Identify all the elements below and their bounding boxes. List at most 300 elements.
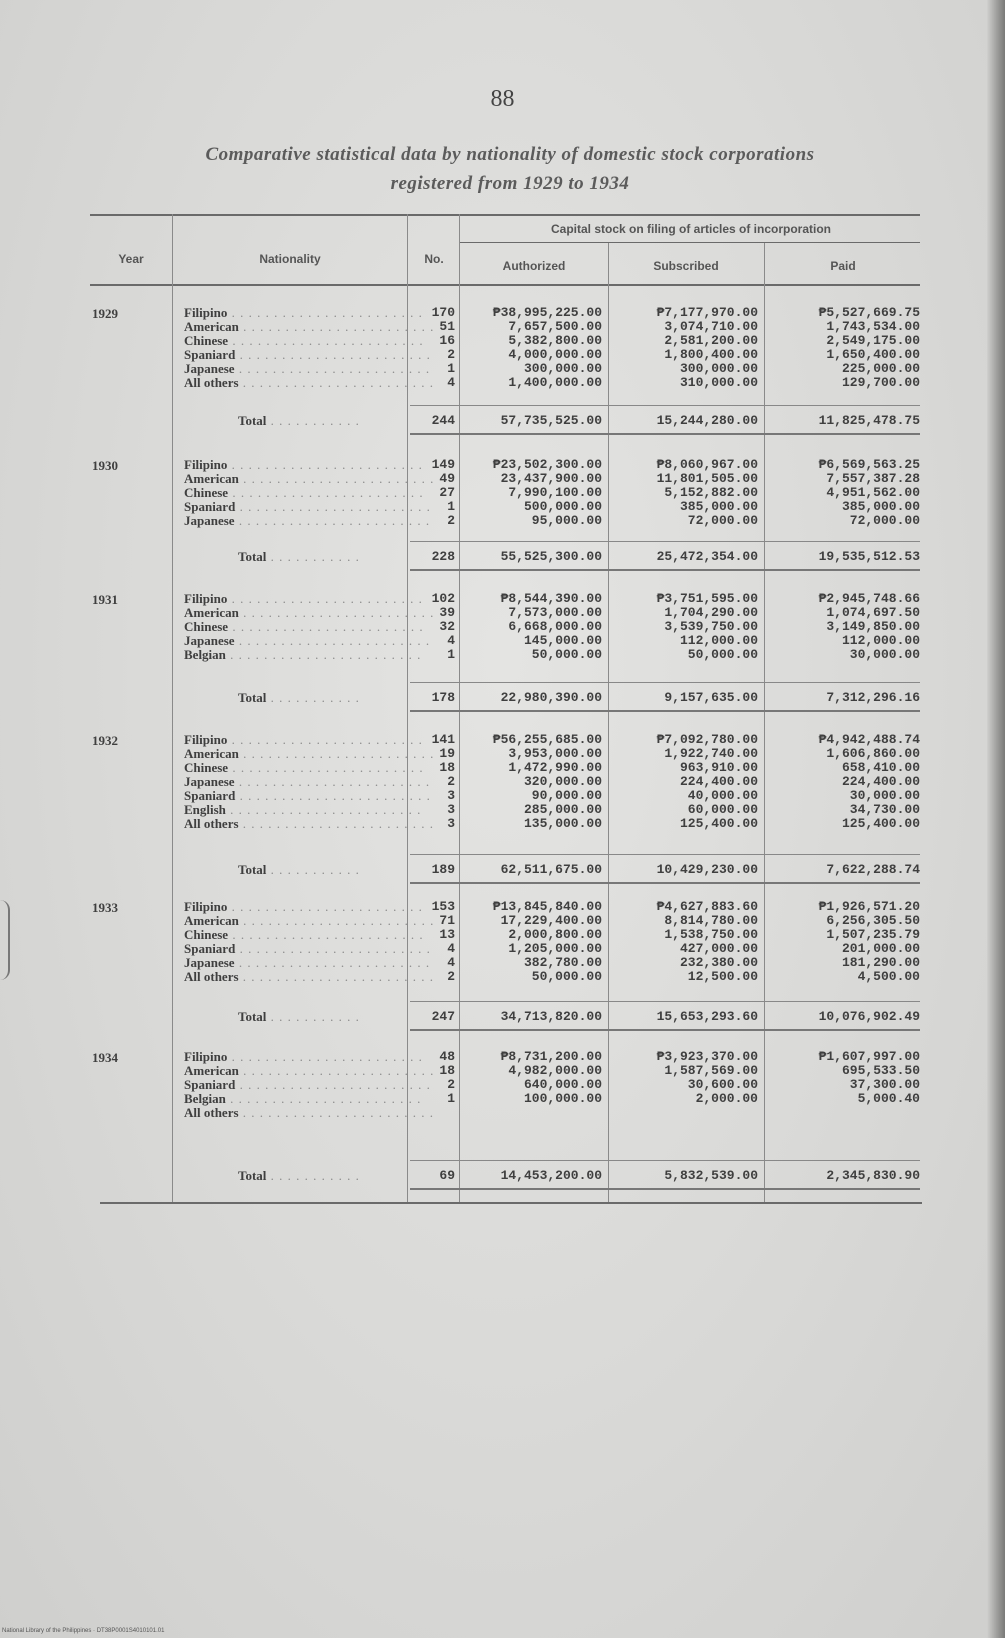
nationality-name: All others	[184, 375, 239, 390]
paid-cell: 125,400.00	[841, 816, 920, 831]
authorized-cell: ₱8,544,390.00	[500, 591, 602, 606]
subscribed-cell: ₱7,177,970.00	[656, 305, 758, 320]
total-text: Total	[238, 862, 267, 877]
leader-dots: . . . . . . . . . . . . . . . . . . . . . . .	[235, 499, 431, 514]
total-text: Total	[238, 549, 267, 564]
nationality-name: American	[184, 913, 239, 928]
subscribed-cell: 30,600.00	[687, 1077, 758, 1092]
total-label	[238, 690, 360, 706]
subscribed-cell: ₱4,627,883.60	[656, 899, 758, 914]
total-subscribed: 9,157,635.00	[664, 690, 758, 705]
subscribed-cell: 12,500.00	[687, 969, 758, 984]
count-cell	[410, 1106, 455, 1120]
authorized-cell: 2,000,800.00	[508, 927, 602, 942]
nationality-name: Chinese	[184, 485, 229, 500]
leader-dots: . . . . . . . . . . . . . . . . . . . . . . .	[227, 732, 423, 747]
count-cell: 141	[431, 732, 455, 747]
nationality-name: Chinese	[184, 760, 229, 775]
authorized-cell: 382,780.00	[523, 955, 602, 970]
leader-dots: . . . . . . . . . . . . . . . . . . . . . . .	[228, 927, 424, 942]
leader-dots: . . . . . . . . . . . . . . . . . . . . . . .	[234, 633, 431, 648]
authorized-cell: 4,982,000.00	[508, 1063, 602, 1078]
authorized-cell: 320,000.00	[523, 774, 602, 789]
paid-cell: ₱5,527,669.75	[818, 305, 920, 320]
authorized-cell: ₱13,845,840.00	[492, 899, 602, 914]
leader-dots: . . . . . . . . . . .	[266, 1009, 360, 1024]
authorized-cell	[460, 1106, 602, 1120]
title-line-2: registered from 1929 to 1934	[390, 173, 630, 194]
block-end-rule	[410, 882, 920, 884]
count-cell: 16	[439, 333, 455, 348]
authorized-cell: 285,000.00	[523, 802, 602, 817]
total-paid: 7,622,288.74	[826, 862, 920, 877]
year-label: 1933	[92, 900, 118, 915]
nationality-name: Filipino	[184, 1049, 228, 1064]
authorized-cell: 4,000,000.00	[508, 347, 602, 362]
leader-dots: . . . . . . . . . . . . . . . . . . . . . . .	[228, 760, 424, 775]
paid-column	[768, 458, 920, 528]
leader-dots: . . . . . . . . . . .	[266, 1168, 360, 1183]
nationality-name: Filipino	[184, 591, 228, 606]
count-cell: 2	[447, 513, 455, 528]
block-end-rule	[410, 710, 920, 712]
total-paid: 19,535,512.53	[818, 549, 920, 564]
total-subscribed: 25,472,354.00	[656, 549, 758, 564]
total-authorized: 57,735,525.00	[500, 413, 602, 428]
total-text: Total	[238, 413, 267, 428]
subscribed-cell: 60,000.00	[687, 802, 758, 817]
binding-mark	[0, 900, 10, 980]
count-cell: 48	[439, 1049, 455, 1064]
authorized-column	[460, 1050, 602, 1120]
count-cell: 2	[447, 969, 455, 984]
leader-dots: . . . . . . . . . . . . . . . . . . . . . . .	[227, 1049, 423, 1064]
year-label: 1932	[92, 733, 118, 748]
subscribed-cell: 3,074,710.00	[664, 319, 758, 334]
nationality-cell	[184, 333, 424, 348]
nationality-name: Filipino	[184, 899, 228, 914]
nationality-name: American	[184, 605, 239, 620]
subscribed-cell: 385,000.00	[679, 499, 758, 514]
authorized-cell: 95,000.00	[531, 513, 602, 528]
paid-cell: 4,951,562.00	[826, 485, 920, 500]
count-cell: 13	[439, 927, 455, 942]
authorized-cell: ₱8,731,200.00	[500, 1049, 602, 1064]
authorized-cell: 17,229,400.00	[500, 913, 602, 928]
subscribed-cell: 5,152,882.00	[664, 485, 758, 500]
paid-cell: ₱1,607,997.00	[818, 1049, 920, 1064]
total-text: Total	[238, 1009, 267, 1024]
count-cell: 49	[439, 471, 455, 486]
count-cell: 1	[447, 647, 455, 662]
count-cell: 153	[431, 899, 455, 914]
count-column	[410, 900, 455, 984]
total-count: 244	[431, 413, 455, 428]
subtotal-rule	[410, 405, 920, 406]
nationality-name: Japanese	[184, 361, 235, 376]
authorized-cell: ₱23,502,300.00	[492, 457, 602, 472]
subscribed-cell: 40,000.00	[687, 788, 758, 803]
nationality-name: Belgian	[184, 647, 226, 662]
total-subscribed: 15,653,293.60	[656, 1009, 758, 1024]
nationality-cell	[184, 1063, 435, 1078]
count-cell: 4	[447, 633, 455, 648]
paid-column	[768, 733, 920, 831]
block-end-rule	[410, 1029, 920, 1031]
leader-dots: . . . . . . . . . . . . . . . . . . . . . . .	[228, 619, 424, 634]
page-edge-shadow	[987, 0, 1005, 1638]
subscribed-cell: ₱7,092,780.00	[656, 732, 758, 747]
count-cell: 1	[447, 361, 455, 376]
total-paid: 7,312,296.16	[826, 690, 920, 705]
total-subscribed: 10,429,230.00	[656, 862, 758, 877]
nationality-cell	[184, 457, 423, 472]
count-cell: 32	[439, 619, 455, 634]
subscribed-cell: 1,538,750.00	[664, 927, 758, 942]
total-count: 69	[439, 1168, 455, 1183]
paid-cell: 695,533.50	[841, 1063, 920, 1078]
total-count: 247	[431, 1009, 455, 1024]
authorized-cell: 1,205,000.00	[508, 941, 602, 956]
subtotal-rule	[410, 682, 920, 683]
nationality-cell	[184, 732, 423, 747]
paid-cell: 201,000.00	[841, 941, 920, 956]
total-count: 189	[431, 862, 455, 877]
leader-dots: . . . . . . . . . . . . . . . . . . . . . . .	[228, 485, 424, 500]
authorized-cell: 5,382,800.00	[508, 333, 602, 348]
leader-dots: . . . . . . . . . . . . . . . . . . . . . . .	[235, 788, 431, 803]
count-cell: 4	[447, 375, 455, 390]
nationality-cell	[184, 955, 431, 970]
subtotal-rule	[410, 854, 920, 855]
paid-cell: ₱6,569,563.25	[818, 457, 920, 472]
authorized-cell: 6,668,000.00	[508, 619, 602, 634]
nationality-cell	[184, 319, 435, 334]
authorized-cell: 3,953,000.00	[508, 746, 602, 761]
nationality-cell	[184, 802, 422, 817]
nationality-cell	[184, 499, 431, 514]
nationality-name: Belgian	[184, 1091, 226, 1106]
authorized-cell: 500,000.00	[523, 499, 602, 514]
count-column	[410, 592, 455, 662]
nationality-cell	[184, 633, 431, 648]
subscribed-cell: 300,000.00	[679, 361, 758, 376]
total-label	[238, 549, 360, 565]
leader-dots: . . . . . . . . . . . . . . . . . . . . . . .	[238, 969, 435, 984]
nationality-name: Filipino	[184, 457, 228, 472]
nationality-name: Filipino	[184, 732, 228, 747]
title-line-1: Comparative statistical data by nationality of domestic stock corporations	[205, 144, 815, 165]
block-end-rule	[410, 433, 920, 435]
subtotal-rule	[410, 541, 920, 542]
total-authorized: 62,511,675.00	[500, 862, 602, 877]
count-column	[410, 1050, 455, 1120]
count-cell: 39	[439, 605, 455, 620]
authorized-cell: 23,437,900.00	[500, 471, 602, 486]
count-cell: 102	[431, 591, 455, 606]
leader-dots: . . . . . . . . . . . . . . . . . . . . . . .	[225, 647, 422, 662]
count-column	[410, 458, 455, 528]
paid-cell: 2,549,175.00	[826, 333, 920, 348]
leader-dots: . . . . . . . . . . .	[266, 549, 360, 564]
total-subscribed: 5,832,539.00	[664, 1168, 758, 1183]
leader-dots: . . . . . . . . . . . . . . . . . . . . . . .	[227, 899, 423, 914]
page-title	[80, 140, 940, 198]
header-subscribed: Subscribed	[653, 259, 719, 273]
total-text: Total	[238, 690, 267, 705]
nationality-name: Chinese	[184, 619, 229, 634]
subscribed-cell	[610, 1106, 758, 1120]
paid-column	[768, 306, 920, 390]
subscribed-cell: 963,910.00	[679, 760, 758, 775]
nationality-cell	[184, 1105, 435, 1120]
paid-cell	[768, 1106, 920, 1120]
nationality-name: Chinese	[184, 927, 229, 942]
subscribed-cell: 125,400.00	[679, 816, 758, 831]
paid-cell: 7,557,387.28	[826, 471, 920, 486]
leader-dots: . . . . . . . . . . . . . . . . . . . . . . .	[225, 802, 422, 817]
nationality-column	[184, 899, 435, 984]
nationality-cell	[184, 471, 435, 486]
total-paid: 11,825,478.75	[818, 413, 920, 428]
leader-dots: . . . . . . . . . . . . . . . . . . . . . . .	[238, 375, 435, 390]
nationality-name: Japanese	[184, 633, 235, 648]
page-number: 88	[490, 86, 515, 112]
subscribed-cell: 427,000.00	[679, 941, 758, 956]
nationality-name: Spaniard	[184, 499, 236, 514]
total-label	[238, 862, 360, 878]
leader-dots: . . . . . . . . . . . . . . . . . . . . . . .	[238, 471, 435, 486]
nationality-cell	[184, 619, 424, 634]
nationality-cell	[184, 1077, 431, 1092]
authorized-cell: 50,000.00	[531, 647, 602, 662]
nationality-column	[184, 305, 435, 390]
count-cell: 1	[447, 499, 455, 514]
subscribed-column	[610, 592, 758, 662]
authorized-column	[460, 458, 602, 528]
leader-dots: . . . . . . . . . . .	[266, 413, 360, 428]
subtotal-rule	[410, 1001, 920, 1002]
total-count: 178	[431, 690, 455, 705]
capital-group-rule	[460, 242, 920, 243]
authorized-cell: 100,000.00	[523, 1091, 602, 1106]
subtotal-rule	[410, 1160, 920, 1161]
count-cell: 2	[447, 774, 455, 789]
subscribed-cell: 11,801,505.00	[656, 471, 758, 486]
count-cell: 170	[431, 305, 455, 320]
subscribed-cell: ₱8,060,967.00	[656, 457, 758, 472]
nationality-name: American	[184, 471, 239, 486]
header-authorized: Authorized	[502, 259, 566, 273]
nationality-cell	[184, 746, 435, 761]
authorized-cell: 90,000.00	[531, 788, 602, 803]
nationality-cell	[184, 1049, 423, 1064]
paid-cell: 181,290.00	[841, 955, 920, 970]
paid-cell: 1,074,697.50	[826, 605, 920, 620]
authorized-cell: 640,000.00	[523, 1077, 602, 1092]
leader-dots: . . . . . . . . . . . . . . . . . . . . . . .	[235, 347, 431, 362]
paid-cell: ₱4,942,488.74	[818, 732, 920, 747]
subscribed-cell: 1,587,569.00	[664, 1063, 758, 1078]
count-cell: 27	[439, 485, 455, 500]
nationality-cell	[184, 899, 423, 914]
nationality-name: Chinese	[184, 333, 229, 348]
paid-cell: ₱1,926,571.20	[818, 899, 920, 914]
subscribed-cell: 8,814,780.00	[664, 913, 758, 928]
nationality-column	[184, 1049, 435, 1120]
paid-column	[768, 1050, 920, 1120]
total-subscribed: 15,244,280.00	[656, 413, 758, 428]
leader-dots: . . . . . . . . . . .	[266, 690, 360, 705]
count-cell: 2	[447, 1077, 455, 1092]
nationality-cell	[184, 913, 435, 928]
count-cell: 4	[447, 941, 455, 956]
total-label	[238, 1009, 360, 1025]
year-label: 1931	[92, 592, 118, 607]
paid-cell: 385,000.00	[841, 499, 920, 514]
nationality-cell	[184, 485, 424, 500]
leader-dots: . . . . . . . . . . . . . . . . . . . . . . .	[234, 955, 431, 970]
header-bottom-rule	[90, 284, 920, 286]
nationality-cell	[184, 760, 424, 775]
library-footer-note: National Library of the Philippines · DT38P0001S4010101.01	[2, 1628, 165, 1634]
total-authorized: 34,713,820.00	[500, 1009, 602, 1024]
nationality-column	[184, 732, 435, 831]
subscribed-column	[610, 733, 758, 831]
nationality-name: All others	[184, 969, 239, 984]
leader-dots: . . . . . . . . . . . . . . . . . . . . . . .	[238, 1063, 435, 1078]
nationality-column	[184, 591, 435, 662]
count-cell: 71	[439, 913, 455, 928]
paid-cell: 1,606,860.00	[826, 746, 920, 761]
nationality-name: Filipino	[184, 305, 228, 320]
nationality-name: Japanese	[184, 955, 235, 970]
paid-cell: 112,000.00	[841, 633, 920, 648]
subscribed-cell: 224,400.00	[679, 774, 758, 789]
authorized-cell: 7,990,100.00	[508, 485, 602, 500]
block-end-rule	[410, 569, 920, 571]
total-paid: 2,345,830.90	[826, 1168, 920, 1183]
authorized-cell: ₱38,995,225.00	[492, 305, 602, 320]
nationality-cell	[184, 591, 423, 606]
authorized-cell: 135,000.00	[523, 816, 602, 831]
nationality-name: All others	[184, 1105, 239, 1120]
nationality-name: American	[184, 1063, 239, 1078]
paid-cell: ₱2,945,748.66	[818, 591, 920, 606]
count-cell: 18	[439, 1063, 455, 1078]
paid-cell: 4,500.00	[857, 969, 920, 984]
subscribed-cell: 3,539,750.00	[664, 619, 758, 634]
header-no: No.	[424, 252, 444, 266]
nationality-name: English	[184, 802, 226, 817]
nationality-column	[184, 457, 435, 528]
leader-dots: . . . . . . . . . . . . . . . . . . . . . . .	[238, 816, 435, 831]
nationality-name: Spaniard	[184, 941, 236, 956]
paid-cell: 1,743,534.00	[826, 319, 920, 334]
paid-cell: 5,000.40	[857, 1091, 920, 1106]
count-cell: 51	[439, 319, 455, 334]
leader-dots: . . . . . . . . . . . . . . . . . . . . . . .	[234, 774, 431, 789]
total-label	[238, 1168, 360, 1184]
count-column	[410, 306, 455, 390]
paid-cell: 129,700.00	[841, 375, 920, 390]
authorized-cell: 1,400,000.00	[508, 375, 602, 390]
paid-cell: 224,400.00	[841, 774, 920, 789]
nationality-cell	[184, 513, 431, 528]
nationality-cell	[184, 1091, 422, 1106]
leader-dots: . . . . . . . . . . . . . . . . . . . . . . .	[227, 457, 423, 472]
nationality-cell	[184, 647, 422, 662]
paid-cell: 1,650,400.00	[826, 347, 920, 362]
subscribed-cell: 72,000.00	[687, 513, 758, 528]
col-divider-year	[172, 214, 173, 1202]
leader-dots: . . . . . . . . . . . . . . . . . . . . . . .	[234, 513, 431, 528]
header-nationality: Nationality	[259, 252, 321, 266]
subscribed-cell: 2,581,200.00	[664, 333, 758, 348]
leader-dots: . . . . . . . . . . . . . . . . . . . . . . .	[227, 305, 423, 320]
count-cell: 3	[447, 788, 455, 803]
subscribed-cell: 50,000.00	[687, 647, 758, 662]
count-cell: 3	[447, 816, 455, 831]
paid-cell: 72,000.00	[849, 513, 920, 528]
nationality-cell	[184, 361, 431, 376]
year-label: 1930	[92, 458, 118, 473]
authorized-column	[460, 592, 602, 662]
leader-dots: . . . . . . . . . . . . . . . . . . . . . . .	[238, 605, 435, 620]
nationality-name: American	[184, 746, 239, 761]
table-bottom-rule	[100, 1202, 922, 1204]
subscribed-cell: 232,380.00	[679, 955, 758, 970]
nationality-name: Spaniard	[184, 347, 236, 362]
subscribed-cell: 310,000.00	[679, 375, 758, 390]
leader-dots: . . . . . . . . . . . . . . . . . . . . . . .	[227, 591, 423, 606]
subscribed-column	[610, 900, 758, 984]
block-end-rule	[410, 1188, 920, 1190]
paid-cell: 6,256,305.50	[826, 913, 920, 928]
leader-dots: . . . . . . . . . . . . . . . . . . . . . . .	[238, 913, 435, 928]
subscribed-cell: 1,922,740.00	[664, 746, 758, 761]
authorized-cell: 50,000.00	[531, 969, 602, 984]
authorized-cell: ₱56,255,685.00	[492, 732, 602, 747]
nationality-name: Spaniard	[184, 1077, 236, 1092]
authorized-cell: 7,657,500.00	[508, 319, 602, 334]
total-paid: 10,076,902.49	[818, 1009, 920, 1024]
nationality-cell	[184, 927, 424, 942]
leader-dots: . . . . . . . . . . . . . . . . . . . . . . .	[228, 333, 424, 348]
nationality-cell	[184, 941, 431, 956]
nationality-name: All others	[184, 816, 239, 831]
subscribed-cell: 1,704,290.00	[664, 605, 758, 620]
count-cell: 4	[447, 955, 455, 970]
nationality-name: Japanese	[184, 774, 235, 789]
subscribed-column	[610, 306, 758, 390]
leader-dots: . . . . . . . . . . . . . . . . . . . . . . .	[238, 319, 435, 334]
nationality-cell	[184, 305, 423, 320]
nationality-cell	[184, 816, 435, 831]
paid-cell: 1,507,235.79	[826, 927, 920, 942]
total-text: Total	[238, 1168, 267, 1183]
nationality-cell	[184, 969, 435, 984]
year-label: 1929	[92, 306, 118, 321]
subscribed-cell: 112,000.00	[679, 633, 758, 648]
col-divider-authorized	[608, 243, 609, 1202]
authorized-column	[460, 900, 602, 984]
header-capital-group: Capital stock on filing of articles of incorporation	[550, 222, 832, 236]
paid-cell: 3,149,850.00	[826, 619, 920, 634]
header-paid: Paid	[830, 259, 856, 273]
count-cell: 149	[431, 457, 455, 472]
total-authorized: 55,525,300.00	[500, 549, 602, 564]
